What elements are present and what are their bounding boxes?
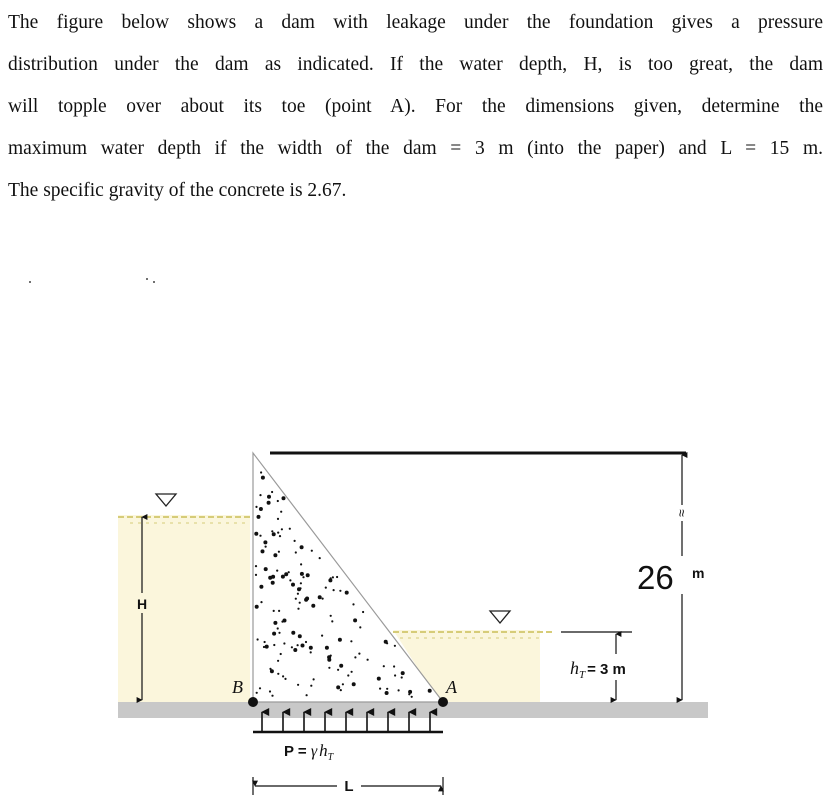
aggregate-dot — [284, 572, 288, 576]
aggregate-dot — [269, 690, 271, 692]
aggregate-dot — [297, 684, 299, 686]
aggregate-dot — [255, 574, 257, 576]
aggregate-dot — [319, 557, 321, 559]
aggregate-dot — [304, 598, 308, 602]
aggregate-dot — [280, 511, 282, 513]
aggregate-dot — [333, 589, 335, 591]
aggregate-dot — [379, 688, 381, 690]
aggregate-dot — [394, 645, 396, 647]
aggregate-dot — [330, 615, 332, 617]
aggregate-dot — [322, 598, 324, 600]
aggregate-dot — [259, 507, 263, 511]
aggregate-dot — [339, 664, 343, 668]
speck — [153, 281, 155, 283]
aggregate-dot — [272, 532, 276, 536]
aggregate-dot — [358, 653, 360, 655]
aggregate-dot — [279, 535, 281, 537]
aggregate-dot — [265, 645, 269, 649]
aggregate-dot — [318, 595, 322, 599]
H-label: H — [136, 596, 148, 612]
aggregate-dot — [255, 565, 257, 567]
aggregate-dot — [311, 550, 313, 552]
aggregate-dot — [289, 528, 291, 530]
aggregate-dot — [306, 694, 308, 696]
aggregate-dot — [340, 689, 342, 691]
aggregate-dot — [256, 692, 258, 694]
aggregate-dot — [277, 500, 279, 502]
aggregate-dot — [263, 540, 267, 544]
aggregate-dot — [298, 634, 302, 638]
aggregate-dot — [297, 593, 299, 595]
aggregate-dot — [291, 631, 295, 635]
downstream-water-level-symbol — [490, 611, 510, 623]
aggregate-dot — [408, 690, 412, 694]
aggregate-dot — [277, 627, 279, 629]
aggregate-dot — [284, 678, 286, 680]
aggregate-dot — [264, 641, 266, 643]
aggregate-dot — [260, 601, 262, 603]
aggregate-dot — [281, 621, 283, 623]
aggregate-dot — [352, 603, 354, 605]
aggregate-dot — [289, 579, 291, 581]
aggregate-dot — [271, 491, 273, 493]
aggregate-dot — [260, 471, 262, 473]
aggregate-dot — [300, 572, 304, 576]
aggregate-dot — [353, 618, 357, 622]
L-label: L — [344, 778, 354, 795]
problem-line-3: will topple over about its toe (point A). For the dimensions given, determine the — [8, 96, 823, 117]
aggregate-dot — [310, 651, 312, 653]
aggregate-dot — [297, 644, 299, 646]
aggregate-dot — [273, 644, 275, 646]
aggregate-dot — [271, 695, 273, 697]
aggregate-dot — [299, 602, 301, 604]
aggregate-dot — [271, 530, 273, 532]
aggregate-dot — [291, 583, 295, 587]
aggregate-dot — [264, 567, 268, 571]
aggregate-dot — [295, 598, 297, 600]
aggregate-dot — [278, 632, 280, 634]
aggregate-dot — [350, 640, 352, 642]
speck — [29, 281, 31, 283]
point-B-label: B — [232, 677, 243, 697]
aggregate-dot — [386, 688, 388, 690]
aggregate-dot — [310, 685, 312, 687]
ground — [118, 702, 708, 718]
point-A-label: A — [446, 677, 457, 697]
aggregate-dot — [351, 671, 353, 673]
aggregate-dot — [327, 658, 331, 662]
aggregate-dot — [339, 590, 341, 592]
aggregate-dot — [270, 669, 274, 673]
pressure-formula: P = γ $h_T$ — [284, 741, 334, 763]
point-B-marker — [248, 697, 258, 707]
aggregate-dot — [273, 621, 277, 625]
aggregate-dot — [299, 587, 301, 589]
aggregate-dot — [306, 573, 310, 577]
aggregate-dot — [337, 669, 339, 671]
aggregate-dot — [277, 673, 279, 675]
aggregate-dot — [383, 665, 385, 667]
aggregate-dot — [401, 671, 405, 675]
aggregate-dot — [293, 648, 297, 652]
aggregate-dot — [271, 575, 275, 579]
aggregate-dot — [297, 608, 299, 610]
aggregate-dot — [352, 682, 356, 686]
aggregate-dot — [393, 665, 395, 667]
aggregate-dot — [311, 604, 315, 608]
aggregate-dot — [280, 653, 282, 655]
tailwater-depth-label: $h_T$ $^{= 3 m}$ — [570, 658, 626, 681]
aggregate-dot — [401, 676, 403, 678]
break-mark: ≈ — [674, 509, 690, 517]
aggregate-dot — [257, 638, 259, 640]
aggregate-dot — [338, 638, 342, 642]
aggregate-dot — [377, 677, 381, 681]
aggregate-dot — [259, 535, 261, 537]
aggregate-dot — [277, 532, 279, 534]
aggregate-dot — [313, 678, 315, 680]
aggregate-dot — [273, 553, 277, 557]
aggregate-dot — [300, 582, 302, 584]
aggregate-dot — [288, 571, 290, 573]
problem-line-4: maximum water depth if the width of the dam = 3 m (into the paper) and L = 15 m. — [8, 138, 823, 159]
aggregate-dot — [255, 605, 259, 609]
aggregate-dot — [295, 551, 297, 553]
aggregate-dot — [321, 635, 323, 637]
aggregate-dot — [255, 506, 257, 508]
aggregate-dot — [336, 685, 340, 689]
aggregate-dot — [385, 691, 389, 695]
problem-line-2: distribution under the dam as indicated. If the water depth, H, is too great, the dam — [8, 54, 823, 75]
aggregate-dot — [273, 610, 275, 612]
aggregate-dot — [283, 642, 285, 644]
aggregate-dot — [278, 610, 280, 612]
aggregate-dot — [362, 611, 364, 613]
aggregate-dot — [282, 675, 284, 677]
dam-height-unit: m — [692, 565, 705, 581]
aggregate-dot — [359, 626, 361, 628]
upstream-water-level-symbol — [156, 494, 176, 506]
aggregate-dot — [259, 585, 263, 589]
aggregate-dot — [282, 496, 286, 500]
aggregate-dot — [277, 518, 279, 520]
aggregate-dot — [342, 683, 344, 685]
aggregate-dot — [347, 674, 349, 676]
aggregate-dot — [259, 687, 261, 689]
dam-height-value: 26 — [637, 559, 674, 596]
aggregate-dot — [300, 545, 304, 549]
aggregate-dot — [325, 587, 327, 589]
aggregate-dot — [332, 576, 334, 578]
aggregate-dot — [328, 667, 330, 669]
aggregate-dot — [309, 646, 313, 650]
problem-line-1: The figure below shows a dam with leakage under the foundation gives a pressure — [8, 12, 823, 33]
aggregate-dot — [291, 646, 293, 648]
aggregate-dot — [325, 646, 329, 650]
aggregate-dot — [271, 581, 275, 585]
problem-line-5: The specific gravity of the concrete is 2.67. — [8, 180, 347, 201]
point-A-marker — [438, 697, 448, 707]
aggregate-dot — [386, 642, 388, 644]
aggregate-dot — [294, 540, 296, 542]
speck — [146, 278, 148, 280]
aggregate-dot — [272, 632, 276, 636]
aggregate-dot — [331, 620, 333, 622]
aggregate-dot — [267, 495, 271, 499]
aggregate-dot — [394, 674, 396, 676]
aggregate-dot — [281, 575, 285, 579]
aggregate-dot — [261, 549, 265, 553]
aggregate-dot — [276, 570, 278, 572]
aggregate-dot — [336, 576, 338, 578]
aggregate-dot — [301, 644, 305, 648]
aggregate-dot — [354, 656, 356, 658]
aggregate-dot — [302, 576, 304, 578]
aggregate-dot — [254, 532, 258, 536]
aggregate-dot — [265, 546, 267, 548]
aggregate-dot — [411, 696, 413, 698]
aggregate-dot — [278, 551, 280, 553]
aggregate-dot — [367, 659, 369, 661]
aggregate-dot — [398, 689, 400, 691]
aggregate-dot — [281, 528, 283, 530]
aggregate-dot — [305, 641, 307, 643]
aggregate-dot — [300, 563, 302, 565]
aggregate-dot — [330, 655, 332, 657]
aggregate-dot — [345, 591, 349, 595]
aggregate-dot — [330, 577, 332, 579]
aggregate-dot — [261, 476, 265, 480]
aggregate-dot — [428, 689, 432, 693]
aggregate-dot — [267, 501, 271, 505]
aggregate-dot — [277, 660, 279, 662]
aggregate-dot — [257, 515, 261, 519]
aggregate-dot — [259, 494, 261, 496]
